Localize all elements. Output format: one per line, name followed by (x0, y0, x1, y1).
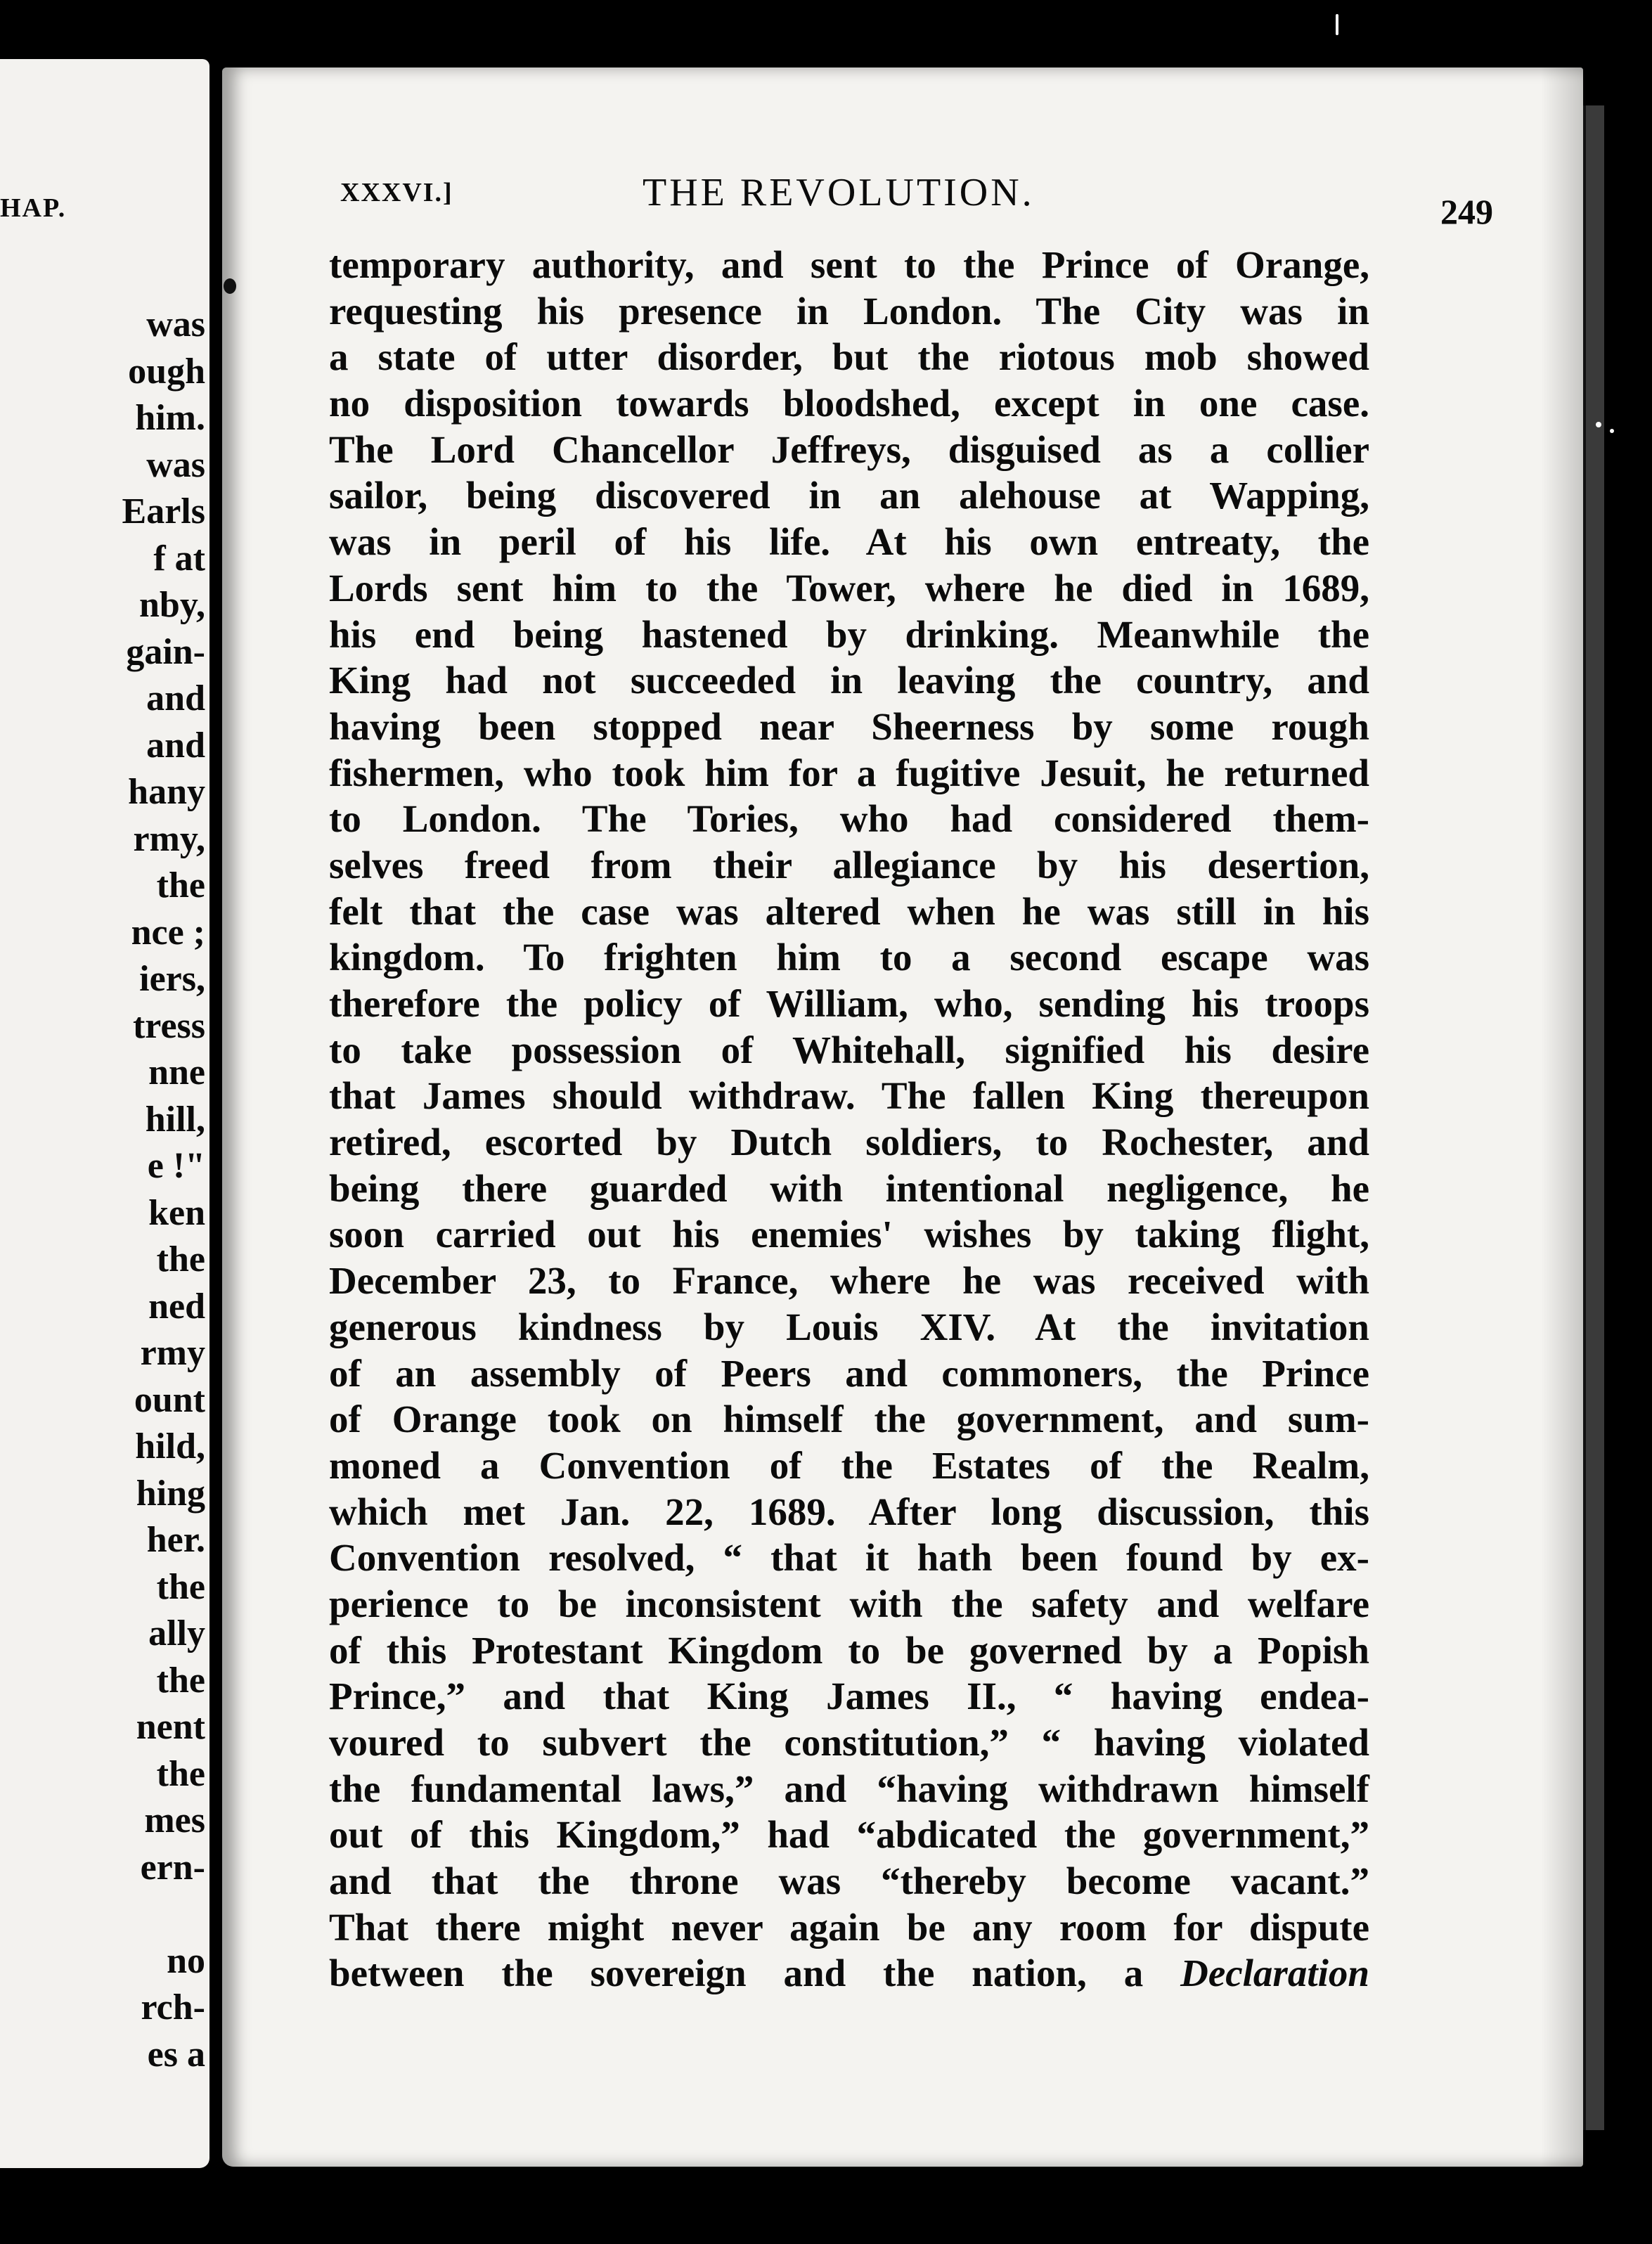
body-text (329, 242, 1369, 1997)
previous-page-line: hing (136, 1473, 205, 1514)
text-line (329, 427, 1369, 473)
text-line (329, 1396, 1369, 1443)
previous-page-line: and (146, 725, 205, 766)
text-line (329, 1720, 1369, 1766)
text-line-content: fishermen, who took him for a fugitive Jesuit, he returned (329, 751, 1369, 794)
text-line (329, 750, 1369, 797)
previous-page-line: him. (135, 398, 205, 438)
text-line (329, 1027, 1369, 1073)
text-line (329, 1304, 1369, 1350)
text-line-content: soon carried out his enemies' wishes by taking flight, (329, 1213, 1369, 1256)
text-line-content: his end being hastened by drinking. Meanwhile the (329, 612, 1369, 656)
text-line-content: Prince,” and that King James II., “ having endea- (329, 1675, 1369, 1718)
text-line-content: of Orange took on himself the government, and sum- (329, 1398, 1369, 1441)
previous-page-line: ned (148, 1286, 205, 1327)
page-number: 249 (1440, 192, 1493, 231)
page-edge-shadow (1583, 105, 1604, 2130)
text-line-content: a state of utter disorder, but the riotous mob showed (329, 335, 1369, 379)
previous-page-line: e !" (147, 1146, 205, 1186)
previous-page-fragment (0, 59, 209, 2168)
text-line-content: sailor, being discovered in an alehouse at Wapping, (329, 474, 1369, 517)
previous-page-line: ount (134, 1379, 205, 1420)
text-line-content: King had not succeeded in leaving the country, and (329, 659, 1369, 702)
previous-page-line: f at (153, 538, 205, 579)
text-line (329, 334, 1369, 380)
previous-page-line: rmy (140, 1333, 205, 1373)
text-line (329, 981, 1369, 1027)
text-line-content: perience to be inconsistent with the safety and welfare (329, 1582, 1369, 1625)
text-line (329, 934, 1369, 981)
text-line-content: felt that the case was altered when he was still in his (329, 889, 1369, 933)
text-line-content: therefore the policy of William, who, sending his troops (329, 982, 1369, 1025)
previous-page-line: tress (132, 1005, 205, 1046)
previous-page-line: hild, (135, 1426, 205, 1466)
running-title: THE REVOLUTION. (643, 171, 1035, 214)
text-line (329, 1627, 1369, 1674)
text-line-content: of an assembly of Peers and commoners, the Prince (329, 1351, 1369, 1395)
text-line (329, 1673, 1369, 1720)
previous-page-line: no (167, 1940, 205, 1981)
text-line-content: December 23, to France, where he was received with (329, 1259, 1369, 1303)
text-line (329, 565, 1369, 612)
text-line (329, 1073, 1369, 1119)
text-line (329, 657, 1369, 704)
text-line (329, 1489, 1369, 1535)
text-line (329, 1904, 1369, 1951)
text-line (329, 519, 1369, 565)
previous-page-line-endings (0, 302, 205, 2078)
text-line-content: That there might never again be any room for dispute (329, 1905, 1369, 1949)
previous-page-line: the (156, 1660, 205, 1701)
text-line (329, 1258, 1369, 1304)
text-line-content: and that the throne was “thereby become vacant.” (329, 1859, 1369, 1903)
previous-page-line: was (146, 444, 205, 485)
text-line-content: between the sovereign and the nation, a (329, 1952, 1144, 1995)
text-line (329, 1766, 1369, 1812)
text-line-content: being there guarded with intentional negligence, he (329, 1166, 1369, 1210)
previous-page-line: rch- (141, 1987, 205, 2027)
text-line (329, 1119, 1369, 1166)
text-line (329, 796, 1369, 842)
previous-page-line: was (146, 304, 205, 344)
text-line (329, 1858, 1369, 1904)
text-line (329, 1211, 1369, 1258)
text-line (329, 704, 1369, 750)
text-line (329, 288, 1369, 335)
text-line-content: retired, escorted by Dutch soldiers, to Rochester, and (329, 1121, 1369, 1164)
previous-page-line: ern- (140, 1847, 205, 1888)
previous-page-line: ken (148, 1192, 205, 1233)
previous-page-line: nne (148, 1052, 205, 1092)
text-line (329, 842, 1369, 889)
text-line-content: to London. The Tories, who had considered them- (329, 797, 1369, 841)
previous-page-line: rmy, (133, 818, 205, 859)
text-line-content: The Lord Chancellor Jeffreys, disguised as a collier (329, 427, 1369, 471)
text-line-content: to take possession of Whitehall, signified his desire (329, 1028, 1369, 1071)
scan-speck (1610, 429, 1614, 433)
previous-page-line: Earls (122, 491, 205, 531)
text-line (329, 1812, 1369, 1858)
previous-page-line (0, 1891, 205, 1938)
chapter-number: XXXVI.] (340, 178, 453, 207)
text-line-content: voured to subvert the constitution,” “ having violated (329, 1721, 1369, 1764)
text-line-content: the fundamental laws,” and “having withdrawn himself (329, 1767, 1369, 1810)
margin-ink-dot (224, 278, 236, 294)
text-line-content: no disposition towards bloodshed, except in one case. (329, 382, 1369, 425)
text-line (329, 1443, 1369, 1489)
previous-page-line: and (146, 678, 205, 718)
previous-page-line: ough (128, 351, 205, 392)
previous-page-line: nby, (139, 585, 205, 625)
text-line (329, 1581, 1369, 1627)
text-line-content: out of this Kingdom,” had “abdicated the government,” (329, 1813, 1369, 1857)
previous-page-line: the (156, 1566, 205, 1607)
text-line-content: temporary authority, and sent to the Prince of Orange, (329, 243, 1369, 286)
previous-page-line: the (156, 865, 205, 905)
text-line-content: which met Jan. 22, 1689. After long discussion, this (329, 1490, 1369, 1533)
scan-speck (1336, 14, 1338, 35)
previous-page-line: ally (148, 1613, 205, 1653)
running-head (340, 170, 1493, 233)
italic-term: Declaration (1180, 1952, 1369, 1995)
text-line-content: moned a Convention of the Estates of the Realm, (329, 1443, 1369, 1487)
previous-page-line: the (156, 1239, 205, 1279)
text-line-content: kingdom. To frighten him to a second escape was (329, 936, 1369, 979)
text-line (329, 1350, 1369, 1397)
text-line-content: generous kindness by Louis XIV. At the invitation (329, 1305, 1369, 1348)
text-line (329, 1950, 1369, 1997)
previous-page-line: iers, (139, 959, 205, 999)
text-line-content: Lords sent him to the Tower, where he died in 1689, (329, 566, 1369, 610)
text-line-content: that James should withdraw. The fallen King thereupon (329, 1074, 1369, 1118)
previous-page-line: nce ; (131, 912, 205, 953)
previous-page-line: hill, (145, 1099, 205, 1140)
previous-page-line: her. (146, 1520, 205, 1560)
previous-page-line: nent (136, 1707, 205, 1747)
text-line (329, 1166, 1369, 1212)
previous-page-line: the (156, 1753, 205, 1794)
text-line-content: having been stopped near Sheerness by some rough (329, 704, 1369, 748)
text-line-content: of this Protestant Kingdom to be governed by a Popish (329, 1628, 1369, 1672)
text-line (329, 889, 1369, 935)
text-line-content: Convention resolved, “ that it hath been found by ex- (329, 1536, 1369, 1580)
text-line-content: requesting his presence in London. The City was in (329, 289, 1369, 333)
previous-page-header: HAP. (0, 193, 67, 223)
previous-page-line: gain- (126, 631, 205, 672)
text-line (329, 242, 1369, 288)
book-page (222, 67, 1583, 2167)
previous-page-line: hany (128, 772, 205, 812)
previous-page-line: es a (147, 2034, 205, 2075)
previous-page-line: mes (144, 1800, 205, 1840)
text-line-content: was in peril of his life. At his own entreaty, the (329, 520, 1369, 564)
text-line (329, 380, 1369, 427)
text-line-content: selves freed from their allegiance by his desertion, (329, 843, 1369, 886)
text-line (329, 612, 1369, 658)
text-line (329, 1535, 1369, 1581)
text-line (329, 472, 1369, 519)
scan-speck (1596, 422, 1601, 427)
